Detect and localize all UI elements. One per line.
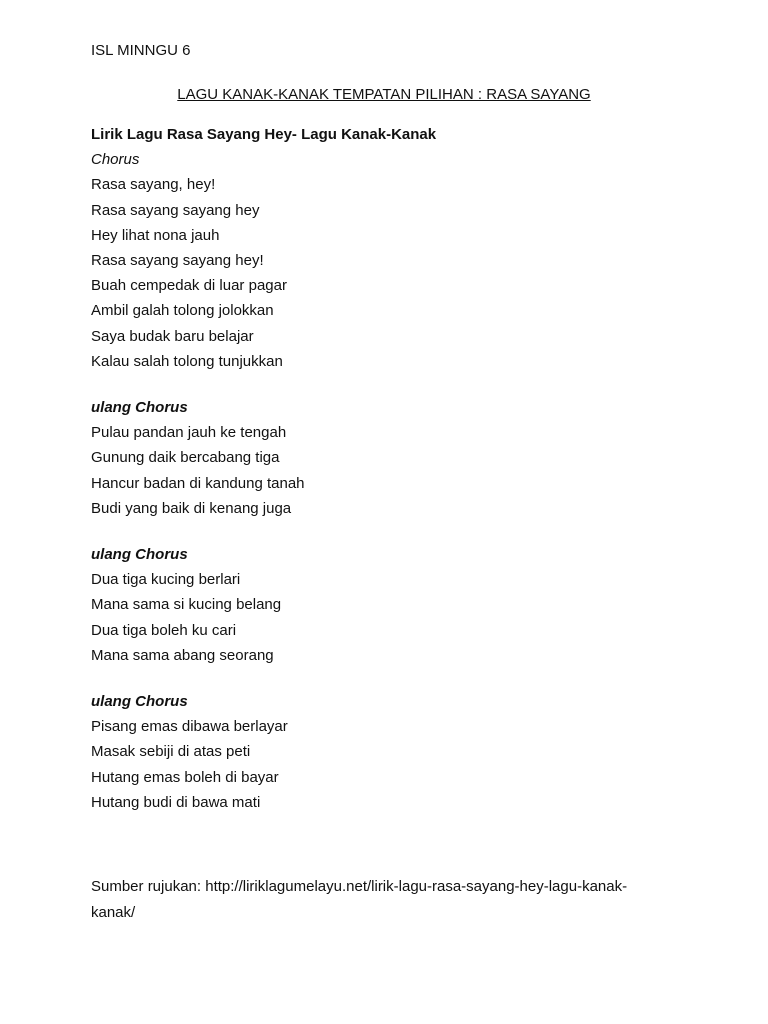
repeat-chorus-label: ulang Chorus: [91, 693, 188, 711]
document-header: ISL MINNGU 6: [91, 42, 191, 59]
verse-stanza-3: [91, 542, 681, 668]
page-title: LAGU KANAK-KANAK TEMPATAN PILIHAN : RASA SAYANG: [177, 86, 591, 103]
lyric-line: Buah cempedak di luar pagar: [91, 277, 287, 295]
lyrics-body: [91, 122, 681, 815]
source-label: Sumber rujukan:: [91, 878, 206, 895]
chorus-stanza: [91, 122, 681, 374]
lyric-line: Mana sama si kucing belang: [91, 596, 282, 614]
repeat-chorus-label: ulang Chorus: [91, 546, 188, 564]
lyric-line: Ambil galah tolong jolokkan: [91, 302, 274, 320]
chorus-label: Chorus: [91, 151, 140, 169]
lyric-line: Rasa sayang sayang hey!: [91, 252, 264, 270]
verse-stanza-4: [91, 689, 681, 815]
lyric-line: Kalau salah tolong tunjukkan: [91, 352, 283, 370]
lyric-line: Rasa sayang sayang hey: [91, 201, 260, 219]
song-heading: Lirik Lagu Rasa Sayang Hey- Lagu Kanak-Kanak: [91, 126, 437, 143]
lyric-line: Pisang emas dibawa berlayar: [91, 718, 288, 736]
lyric-line: Mana sama abang seorang: [91, 646, 274, 664]
repeat-chorus-label: ulang Chorus: [91, 399, 188, 417]
lyric-line: Hancur badan di kandung tanah: [91, 474, 305, 492]
source-reference: [91, 874, 671, 926]
lyric-line: Hutang budi di bawa mati: [91, 793, 261, 811]
lyric-line: Gunung daik bercabang tiga: [91, 449, 280, 467]
lyric-line: Saya budak baru belajar: [91, 327, 254, 345]
source-link[interactable]: http://liriklagumelayu.net/lirik-lagu-rasa-sayang-hey-lagu-kanak-kanak/: [91, 878, 628, 921]
lyric-line: Pulau pandan jauh ke tengah: [91, 424, 287, 442]
lyric-line: Budi yang baik di kenang juga: [91, 499, 292, 517]
lyric-line: Dua tiga kucing berlari: [91, 571, 241, 589]
lyric-line: Hey lihat nona jauh: [91, 226, 220, 244]
lyric-line: Rasa sayang, hey!: [91, 176, 216, 194]
lyric-line: Masak sebiji di atas peti: [91, 743, 251, 761]
lyric-line: Dua tiga boleh ku cari: [91, 621, 237, 639]
lyric-line: Hutang emas boleh di bayar: [91, 768, 279, 786]
verse-stanza-2: [91, 395, 681, 521]
